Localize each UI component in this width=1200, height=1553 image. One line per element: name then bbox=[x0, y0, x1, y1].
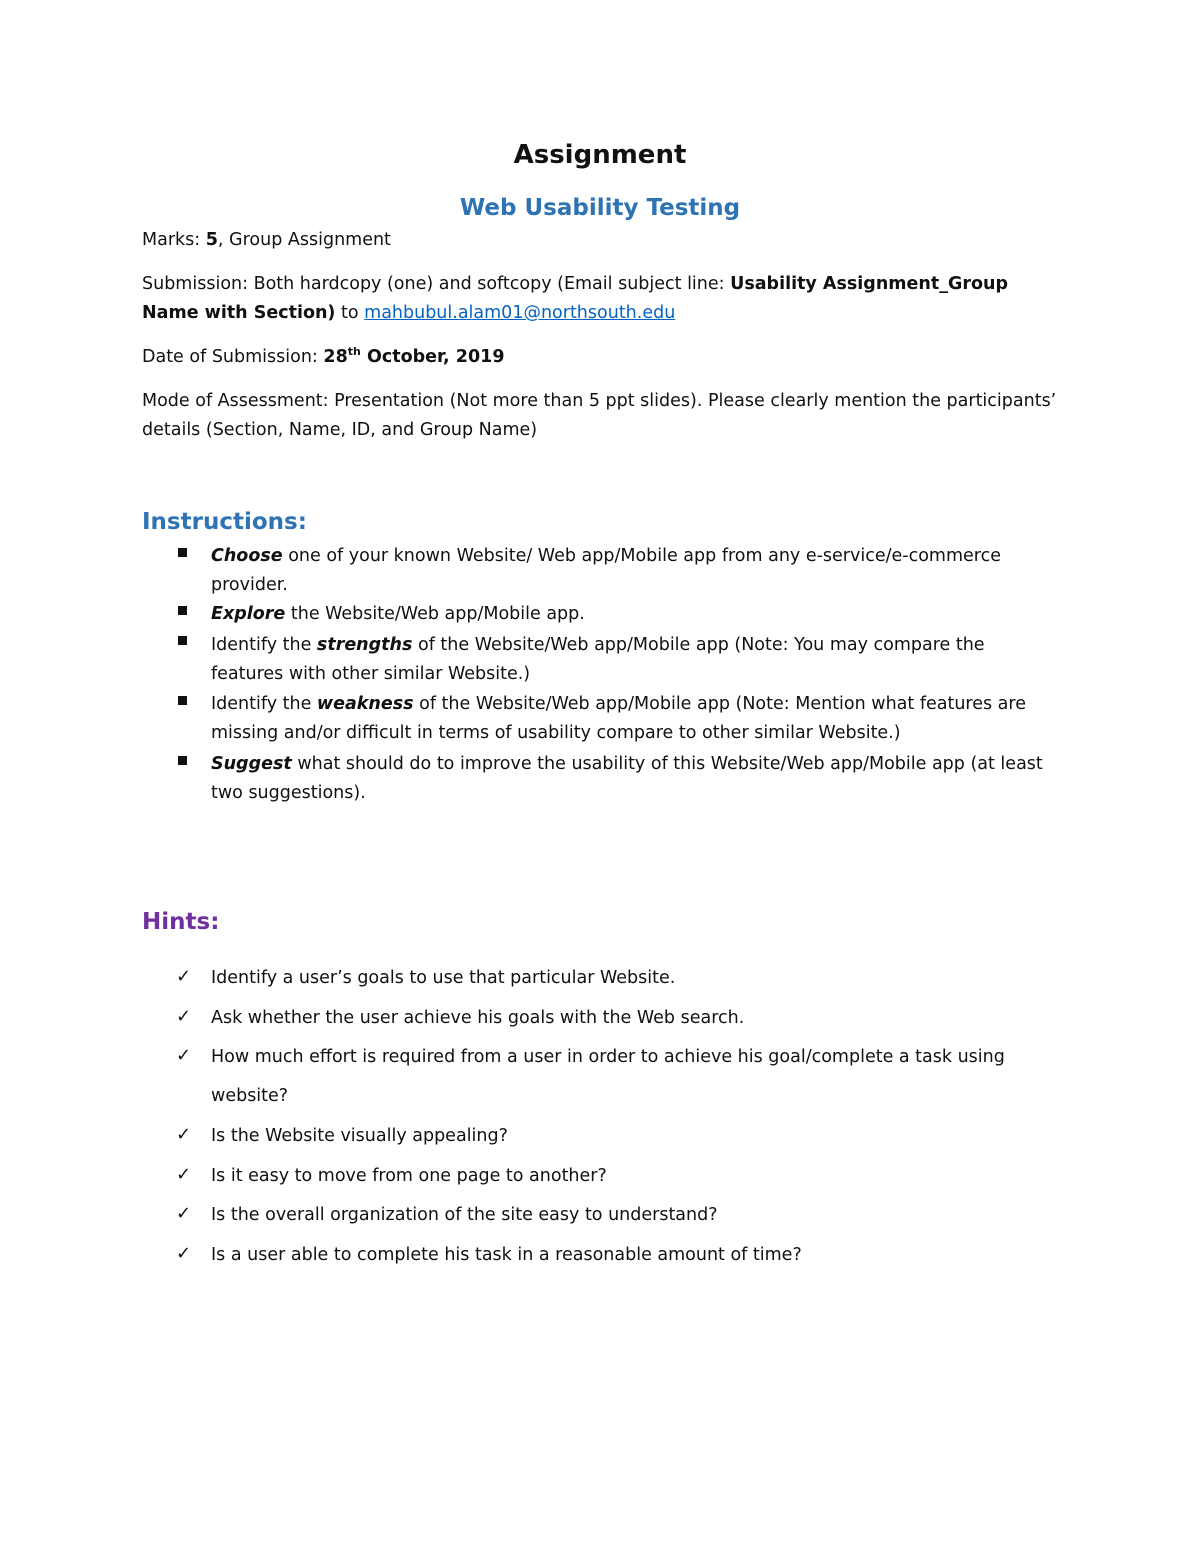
date-suffix: th bbox=[347, 345, 361, 358]
submission-line bbox=[142, 270, 1062, 328]
document-subtitle: Web Usability Testing bbox=[459, 195, 741, 221]
instruction-item bbox=[211, 750, 1061, 808]
instruction-rest: of the Website/Web app/Mobile app (Note: You may compare the features with other similar Website.) bbox=[211, 635, 985, 684]
hint-item: Ask whether the user achieve his goals with the Web search. bbox=[211, 1008, 745, 1028]
instruction-emphasis: strengths bbox=[316, 635, 413, 655]
checkmark-icon: ✓ bbox=[176, 1164, 192, 1185]
date-line bbox=[142, 343, 1062, 372]
hints-heading: Hints: bbox=[142, 909, 220, 935]
checkmark-icon: ✓ bbox=[176, 1243, 192, 1264]
checkmark-icon: ✓ bbox=[176, 1006, 192, 1027]
instructions-heading: Instructions: bbox=[142, 509, 307, 535]
square-bullet-icon bbox=[178, 756, 187, 765]
submission-subject: Usability Assignment_Group Name with Section) bbox=[142, 274, 1008, 323]
square-bullet-icon bbox=[178, 606, 187, 615]
instruction-rest: of the Website/Web app/Mobile app (Note: Mention what features are missing and/or difficult in terms of usability compare to other similar Website.) bbox=[211, 694, 1026, 743]
submission-to: to bbox=[335, 303, 365, 323]
checkmark-icon: ✓ bbox=[176, 966, 192, 987]
hint-item: Is it easy to move from one page to another? bbox=[211, 1166, 607, 1186]
date-label: Date of Submission: bbox=[142, 347, 324, 367]
instruction-emphasis: Explore bbox=[211, 604, 286, 624]
checkmark-icon: ✓ bbox=[176, 1124, 192, 1145]
marks-rest: , Group Assignment bbox=[217, 230, 391, 250]
instruction-item bbox=[211, 631, 1061, 689]
instruction-item bbox=[211, 690, 1061, 748]
submission-label: Submission: Both hardcopy (one) and softcopy (Email subject line: bbox=[142, 274, 731, 294]
document-title: Assignment bbox=[513, 140, 687, 170]
mode-line: Mode of Assessment: Presentation (Not more than 5 ppt slides). Please clearly mention the participants’ details (Section, Name, ID, and Group Name) bbox=[142, 391, 1057, 440]
hint-item: Is the overall organization of the site easy to understand? bbox=[211, 1205, 718, 1225]
instruction-emphasis: Suggest bbox=[211, 754, 292, 774]
hint-item: Is a user able to complete his task in a reasonable amount of time? bbox=[211, 1245, 802, 1265]
checkmark-icon: ✓ bbox=[176, 1045, 192, 1066]
instruction-rest: one of your known Website/ Web app/Mobile app from any e-service/e-commerce provider. bbox=[211, 546, 1001, 595]
instruction-emphasis: weakness bbox=[316, 694, 414, 714]
instruction-prefix: Identify the bbox=[211, 635, 317, 655]
square-bullet-icon bbox=[178, 548, 187, 557]
instruction-rest: what should do to improve the usability of this Website/Web app/Mobile app (at least two suggestions). bbox=[211, 754, 1043, 803]
square-bullet-icon bbox=[178, 636, 187, 645]
hint-item: Identify a user’s goals to use that particular Website. bbox=[211, 968, 676, 988]
hint-item: Is the Website visually appealing? bbox=[211, 1126, 508, 1146]
marks-value: 5 bbox=[205, 230, 218, 250]
date-rest: October, 2019 bbox=[360, 347, 505, 367]
hint-item: How much effort is required from a user in order to achieve his goal/complete a task using website? bbox=[211, 1047, 1005, 1106]
instruction-item bbox=[211, 600, 1061, 629]
submission-email-link[interactable]: mahbubul.alam01@northsouth.edu bbox=[364, 303, 676, 323]
instruction-emphasis: Choose bbox=[211, 546, 283, 566]
marks-line bbox=[142, 226, 1062, 255]
instruction-rest: the Website/Web app/Mobile app. bbox=[285, 604, 585, 624]
marks-label: Marks: bbox=[142, 230, 206, 250]
instruction-prefix: Identify the bbox=[211, 694, 317, 714]
checkmark-icon: ✓ bbox=[176, 1203, 192, 1224]
date-day: 28 bbox=[323, 347, 348, 367]
instruction-item bbox=[211, 542, 1061, 600]
square-bullet-icon bbox=[178, 696, 187, 705]
